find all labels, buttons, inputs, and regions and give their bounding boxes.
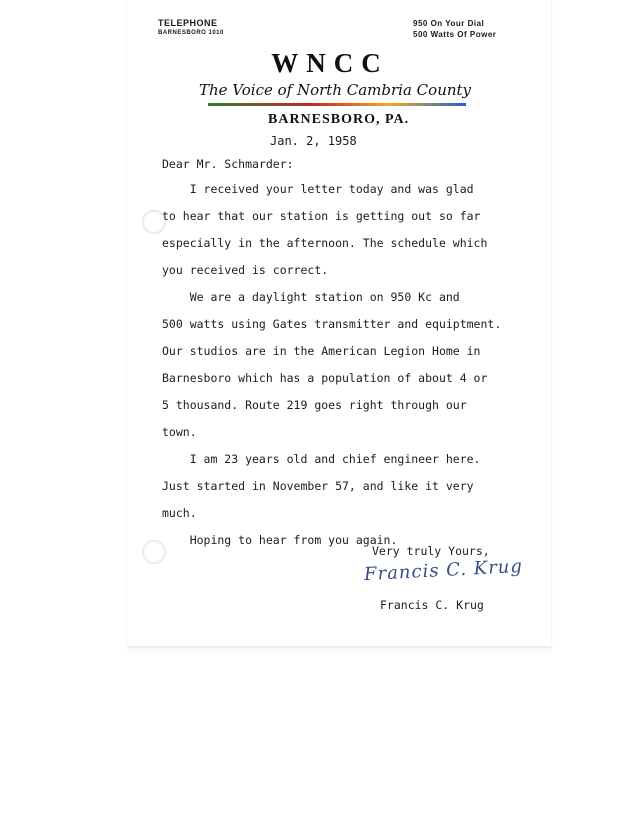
letter-closing: Very truly Yours, <box>372 544 490 558</box>
letter-body-line: especially in the afternoon. The schedule which <box>162 236 488 250</box>
slogan-underline <box>208 103 466 106</box>
telephone-block <box>158 18 224 37</box>
letter-salutation: Dear Mr. Schmarder: <box>162 157 294 171</box>
letter-body-line: Barnesboro which has a population of about 4 or <box>162 371 488 385</box>
letter-body-line: much. <box>162 506 197 520</box>
handwritten-signature: Francis C. Krug <box>363 555 524 586</box>
letter-body-line: Hoping to hear from you again. <box>162 533 398 547</box>
letter-body-line: to hear that our station is getting out so far <box>162 209 481 223</box>
frequency-text: 950 On Your Dial <box>413 19 485 28</box>
letter-date: Jan. 2, 1958 <box>270 134 357 148</box>
letter-body-line: Our studios are in the American Legion Home in <box>162 344 481 358</box>
letter-body-line: We are a daylight station on 950 Kc and <box>162 290 460 304</box>
typed-name: Francis C. Krug <box>380 598 484 612</box>
telephone-label: TELEPHONE <box>158 18 218 28</box>
power-text: 500 Watts Of Power <box>413 30 497 39</box>
broadcast-block <box>413 18 496 40</box>
station-slogan: The Voice of North Cambria County <box>198 81 472 99</box>
letter-body-line: 500 watts using Gates transmitter and equiptment. <box>162 317 502 331</box>
letter-body-line: Just started in November 57, and like it very <box>162 479 474 493</box>
sheet-edge <box>127 646 551 650</box>
letter-body-line: you received is correct. <box>162 263 329 277</box>
station-call-sign: WNCC <box>271 48 389 78</box>
letter-body-line: I am 23 years old and chief engineer here. <box>162 452 481 466</box>
letter-body-line: 5 thousand. Route 219 goes right through our <box>162 398 467 412</box>
telephone-number: BARNESBORO 1010 <box>158 30 224 36</box>
station-city: BARNESBORO, PA. <box>268 112 410 127</box>
letter-body-line: I received your letter today and was glad <box>162 182 474 196</box>
letter-body-line: town. <box>162 425 197 439</box>
